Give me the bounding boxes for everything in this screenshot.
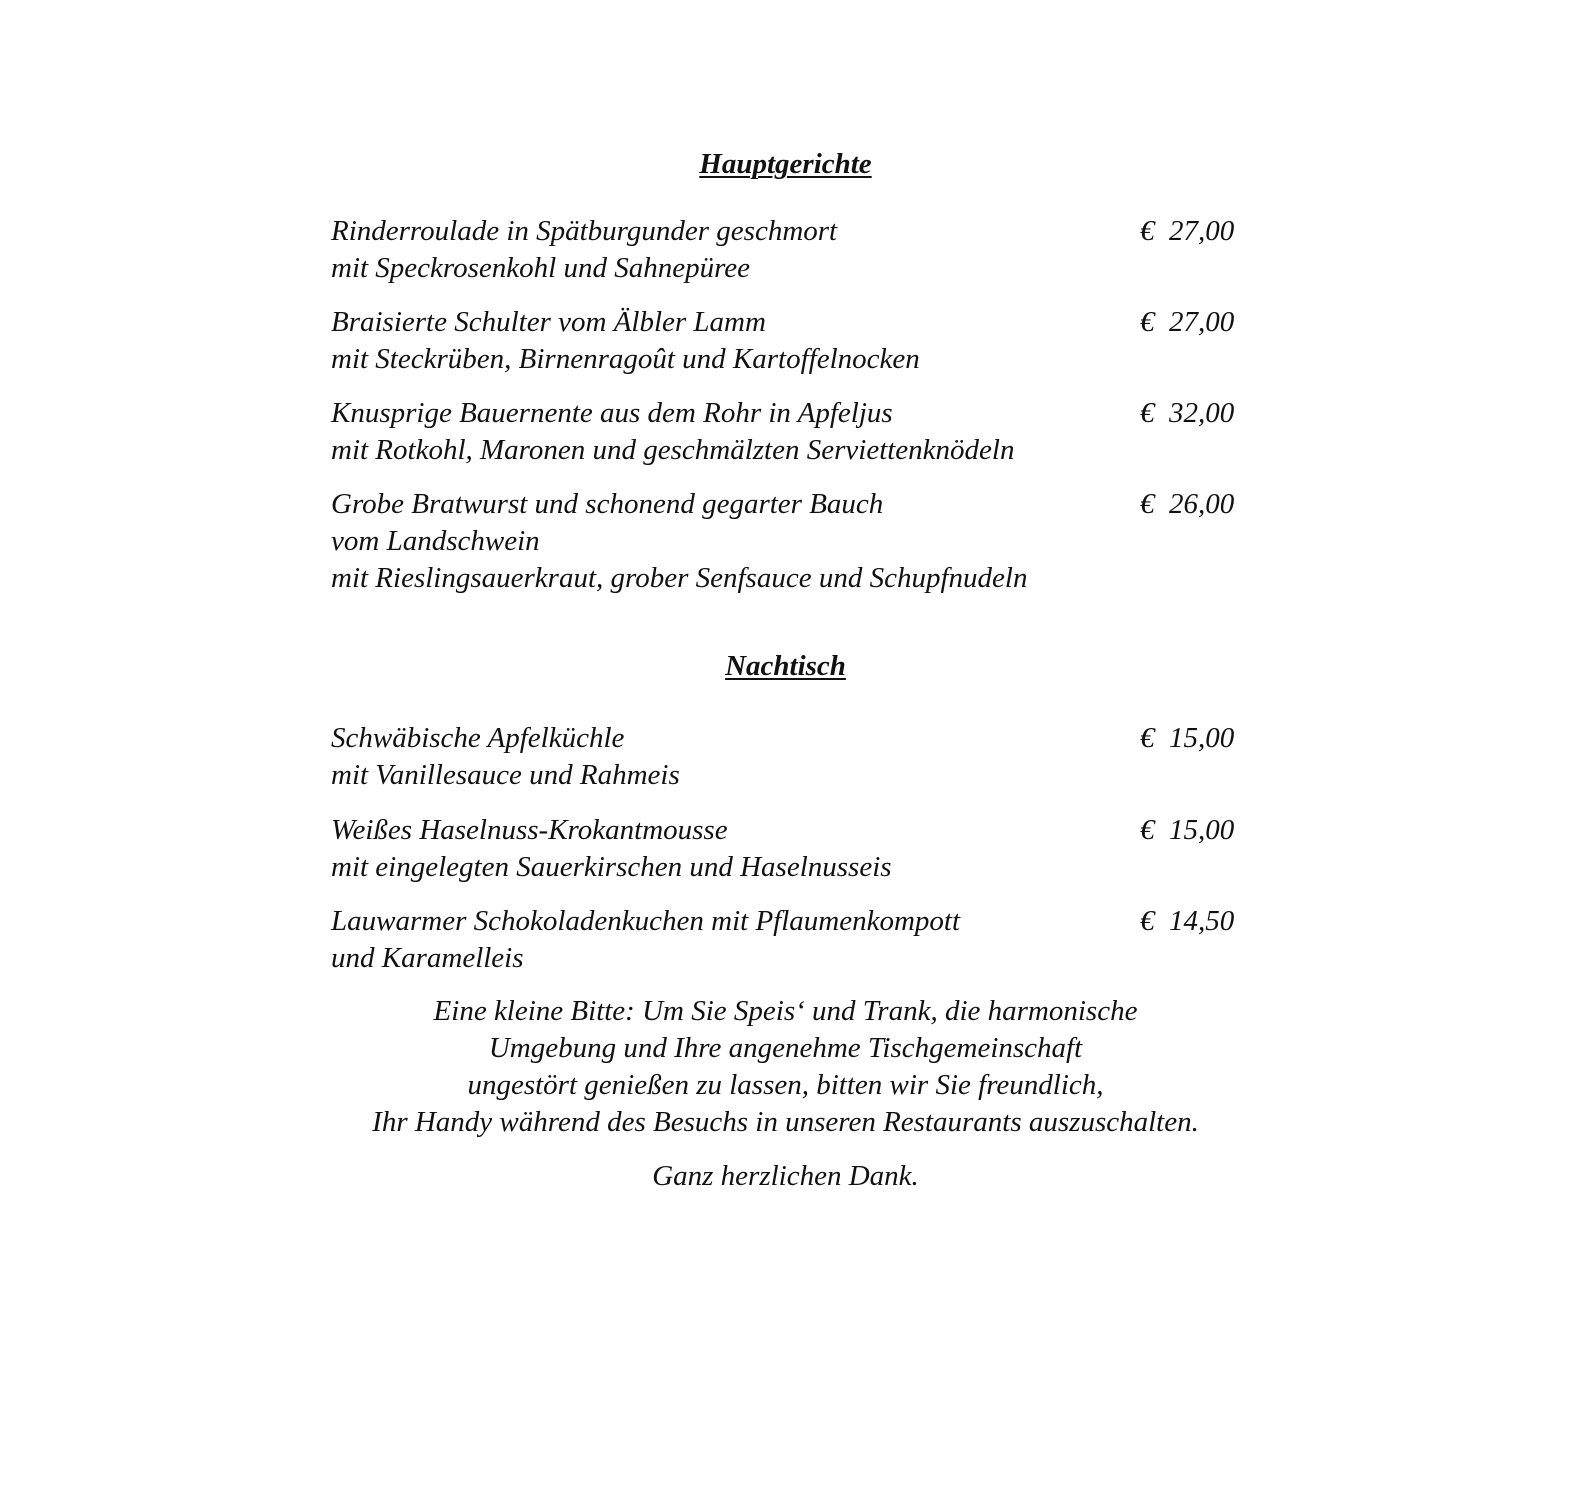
menu-item bbox=[331, 903, 1251, 977]
menu-item bbox=[331, 213, 1251, 287]
item-price: € 15,00 bbox=[1140, 814, 1235, 846]
item-name: Schwäbische Apfelküchle bbox=[331, 722, 625, 754]
notice-line: Umgebung und Ihre angenehme Tischgemeinschaft bbox=[488, 1032, 1083, 1064]
item-description: mit Rotkohl, Maronen und geschmälzten Serviettenknödeln bbox=[331, 434, 1015, 466]
item-description: und Karamelleis bbox=[331, 942, 524, 974]
section-title-nachtisch: Nachtisch bbox=[725, 650, 846, 682]
item-name: Lauwarmer Schokoladenkuchen mit Pflaumenkompott bbox=[331, 905, 961, 937]
item-price: € 26,00 bbox=[1140, 488, 1235, 520]
item-name: Weißes Haselnuss-Krokantmousse bbox=[331, 814, 728, 846]
menu-item bbox=[331, 304, 1251, 378]
item-price: € 27,00 bbox=[1140, 306, 1235, 338]
notice-line: Eine kleine Bitte: Um Sie Speis‘ und Trank, die harmonische bbox=[433, 995, 1138, 1027]
item-description: mit Speckrosenkohl und Sahnepüree bbox=[331, 252, 751, 284]
phone-notice bbox=[0, 993, 1571, 1141]
item-price: € 32,00 bbox=[1140, 397, 1235, 429]
notice-line: Ihr Handy während des Besuchs in unseren Restaurants auszuschalten. bbox=[372, 1106, 1199, 1138]
notice-line: ungestört genießen zu lassen, bitten wir Sie freundlich, bbox=[467, 1069, 1104, 1101]
item-description: vom Landschwein bbox=[331, 525, 540, 557]
item-price: € 15,00 bbox=[1140, 722, 1235, 754]
thanks-line: Ganz herzlichen Dank. bbox=[652, 1160, 919, 1192]
item-name: Knusprige Bauernente aus dem Rohr in Apfeljus bbox=[331, 397, 893, 429]
item-description: mit Vanillesauce und Rahmeis bbox=[331, 759, 680, 791]
item-name: Braisierte Schulter vom Älbler Lamm bbox=[331, 306, 766, 338]
menu-item bbox=[331, 486, 1251, 597]
item-description: mit Steckrüben, Birnenragoût und Kartoffelnocken bbox=[331, 343, 920, 375]
item-description: mit Rieslingsauerkraut, grober Senfsauce und Schupfnudeln bbox=[331, 562, 1028, 594]
item-price: € 27,00 bbox=[1140, 215, 1235, 247]
item-name: Rinderroulade in Spätburgunder geschmort bbox=[331, 215, 838, 247]
item-description: mit eingelegten Sauerkirschen und Haselnusseis bbox=[331, 851, 892, 883]
section-title-hauptgerichte: Hauptgerichte bbox=[699, 148, 872, 180]
menu-item bbox=[331, 720, 1251, 794]
item-name: Grobe Bratwurst und schonend gegarter Bauch bbox=[331, 488, 884, 520]
menu-item bbox=[331, 812, 1251, 886]
menu-item bbox=[331, 395, 1251, 469]
item-price: € 14,50 bbox=[1140, 905, 1235, 937]
